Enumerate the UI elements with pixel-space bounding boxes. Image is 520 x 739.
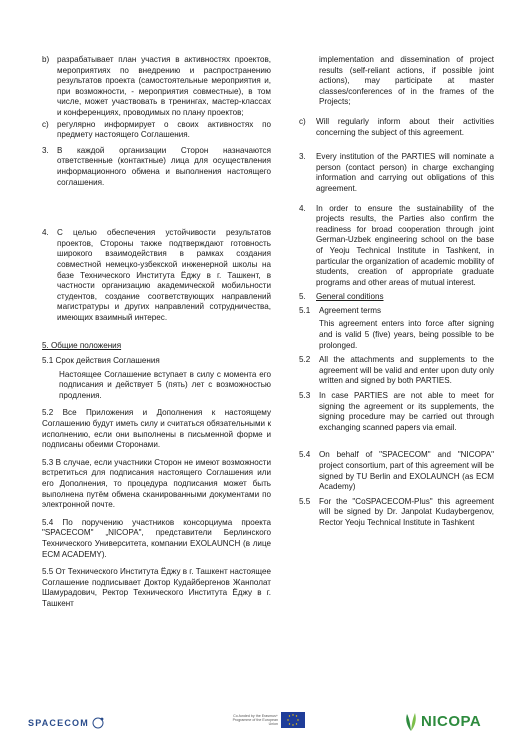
clause-marker: 5. xyxy=(299,292,306,302)
section-5-5-ru: 5.5 От Технического Института Ёджу в г. Ташкент настоящее Соглашение подписывает Доктор Кудайбергенов Жанполат Шамурадович, Ректор Технического Института Ёджу в г. Ташкент xyxy=(42,567,271,608)
clause-marker: 3. xyxy=(42,145,49,155)
section-5-5-en xyxy=(299,497,494,529)
clause-marker: 5.2 xyxy=(299,355,311,365)
spacecom-logo-text: SPACECOM xyxy=(28,718,89,728)
clause-b-continued-en: implementation and dissemination of project results (self-reliant actions, if possible joint actions), may participate at master classes/conferences of in the frames of the Projects; xyxy=(319,55,494,107)
clause-text: In order to ensure the sustainability of the projects results, the Parties also confirm the readiness for broad cooperation through joint German-Uzbek engineering school on the base of Yeoju Technical Institute in Tashkent, in particular the organization of academic mobility of students, creation of appropriate graduate programs and other areas of mutual interest. xyxy=(316,203,494,287)
section-5-1-heading-ru: 5.1 Срок действия Соглашения xyxy=(42,356,160,366)
clause-marker: 5.4 xyxy=(299,450,311,460)
eu-caption: Co-funded by the Erasmus+ Programme of the European Union xyxy=(232,713,278,727)
section-5-3-en xyxy=(299,391,494,433)
section-5-heading-ru: 5. Общие положения xyxy=(42,341,122,351)
clause-text: регулярно информирует о своих активностях по предмету настоящего Соглашения. xyxy=(57,119,271,140)
clause-marker: 5.5 xyxy=(299,496,311,506)
section-5-1-text-ru: Настоящее Соглашение вступает в силу с момента его подписания и действует 5 (пять) лет с возможностью продления. xyxy=(59,369,271,400)
satellite-orbit-icon xyxy=(91,716,105,730)
clause-4-ru xyxy=(42,228,271,323)
russian-column xyxy=(42,55,271,610)
clause-text: General conditions xyxy=(316,292,384,302)
clause-text: В каждой организации Сторон назначаются ответственные (контактные) лица для осуществления информационного обмена и выполнения настоящего соглашения. xyxy=(57,145,271,187)
english-column xyxy=(299,55,494,529)
clause-c-en xyxy=(299,117,494,138)
clause-marker: c) xyxy=(299,116,306,126)
clause-marker: c) xyxy=(42,119,49,129)
section-5-3-ru: 5.3 В случае, если участники Сторон не имеют возможности встретиться для подписания настоящего Соглашения или его Дополнения, то процедура подписания может быть выполнена путём обмена сканированными документами по электронной почте. xyxy=(42,457,271,510)
clause-c-ru xyxy=(42,120,271,141)
clause-marker: 4. xyxy=(42,228,49,238)
clause-marker: 3. xyxy=(299,152,306,162)
clause-text: In case PARTIES are not able to meet for signing the agreement or its supplements, the signing procedure may be carried out through exchanging scanned papers via email. xyxy=(319,391,494,432)
section-5-1-heading-en xyxy=(299,306,494,317)
clause-text: For the "CoSPACECOM-Plus" this agreement will be signed by Dr. Janpolat Kudaybergenov, Rector Yeoju Technical Institute in Tashkent xyxy=(319,496,494,527)
clause-b-ru xyxy=(42,55,271,119)
section-5-heading-en xyxy=(299,292,494,303)
eu-flag-icon xyxy=(281,712,305,728)
footer-logos xyxy=(0,706,520,739)
spacecom-logo xyxy=(28,716,105,730)
section-5-2-en xyxy=(299,355,494,387)
section-5-1-text-en: This agreement enters into force after signing and is valid 5 (five) years, being possible to be prolonged. xyxy=(319,319,494,350)
section-5-4-en xyxy=(299,450,494,492)
erasmus-cofunded-logo xyxy=(226,712,305,728)
nicopa-logo xyxy=(403,710,481,732)
leaf-icon xyxy=(403,710,419,732)
clause-marker: 5.3 xyxy=(299,391,311,401)
section-5-2-ru: 5.2 Все Приложения и Дополнения к настоящему Соглашению будут иметь силу и считаться обязательными к исполнению, если они выполнены в письменной форме и подписаны обеими Сторонами. xyxy=(42,408,271,450)
clause-text: С целью обеспечения устойчивости результатов проектов, Стороны также подтверждают готовность широкого взаимодействия в рамках создания совместной немецко-узбекской инженерной школы на базе Технического Института Ёджу в г. Ташкент, в частности организацию академической мобильности студентов, создание соответствующих направлений магистратуры и других направлений сотрудничества, имеющих взаимный интерес. xyxy=(57,228,271,322)
clause-marker: 5.1 xyxy=(299,305,311,315)
clause-text: Every institution of the PARTIES will nominate a person (contact person) in charge exchanging information and carrying out obligations of this agreement. xyxy=(316,152,494,193)
nicopa-logo-text: NICOPA xyxy=(421,712,482,730)
clause-marker: 4. xyxy=(299,203,306,213)
clause-3-en xyxy=(299,152,494,194)
clause-text: All the attachments and supplements to the agreement will be valid and enter upon duty only written and signed by both PARTIES. xyxy=(319,355,494,386)
section-5-4-ru: 5.4 По поручению участников консорциума проекта "SPACECOM" „NICOPA", представители Берлинского Технического Университета, компании EXOLAUNCH (в лице ECM ACADEMY). xyxy=(42,517,271,559)
clause-3-ru xyxy=(42,146,271,188)
clause-text: Will regularly inform about their activities concerning the subject of this agreement. xyxy=(316,116,494,137)
clause-text: On behalf of "SPACECOM" and "NICOPA" project consortium, part of this agreement will be signed by TU Berlin and EXOLAUNCH (as ECM Academy) xyxy=(319,450,494,492)
clause-text: разрабатывает план участия в активностях проектов, мероприятиях по внедрению и распространению результатов проекта (самостоятельные мероприятия и, при возможности, - мероприятия совместные), в том числе, может участвовать в тренингах, мастер-классах и конференциях, проводимых по плану проектов; xyxy=(57,55,271,117)
clause-text: Agreement terms xyxy=(319,305,382,315)
clause-4-en xyxy=(299,204,494,289)
clause-marker: b) xyxy=(42,55,50,64)
